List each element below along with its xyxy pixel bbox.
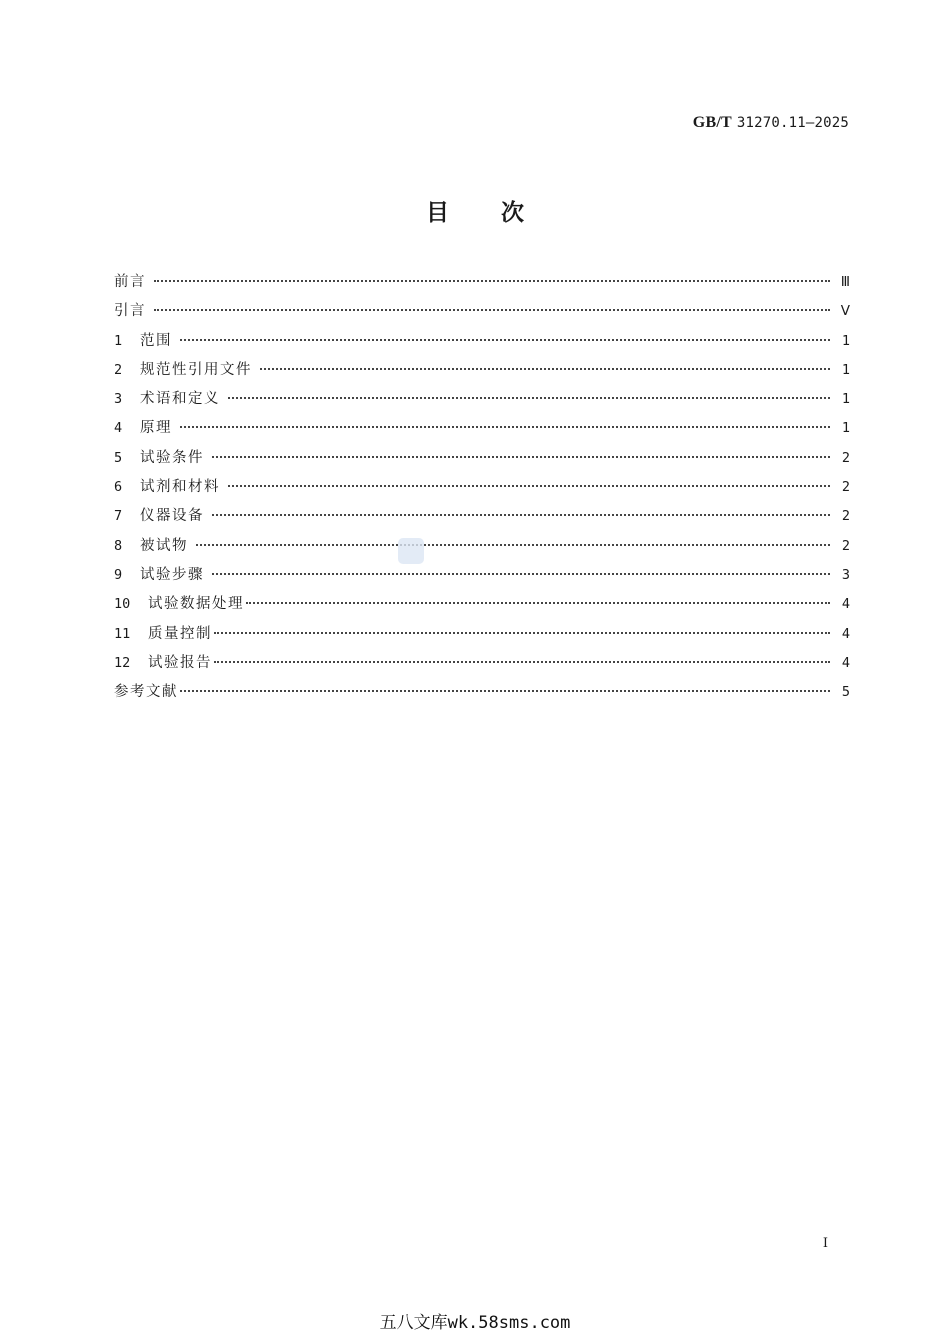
toc-entry-foreword[interactable] xyxy=(114,270,850,299)
standard-code xyxy=(693,113,849,132)
table-of-contents xyxy=(114,270,850,709)
toc-entry-page: 2 xyxy=(841,449,850,466)
toc-entry-test-procedure[interactable] xyxy=(114,563,850,592)
toc-entry-number: 1 xyxy=(114,332,123,349)
toc-entry-number: 2 xyxy=(114,361,123,378)
toc-entry-test-conditions[interactable] xyxy=(114,446,850,475)
dot-leader xyxy=(260,368,830,370)
dot-leader xyxy=(154,280,830,282)
toc-entry-page: 3 xyxy=(841,566,850,583)
toc-entry-number: 9 xyxy=(114,566,123,583)
standard-prefix: GB/T xyxy=(692,114,732,131)
toc-entry-test-report[interactable] xyxy=(114,651,850,680)
toc-entry-scope[interactable] xyxy=(114,329,850,358)
toc-entry-label: 术语和定义 xyxy=(140,391,220,408)
dot-leader xyxy=(196,544,830,546)
dot-leader xyxy=(228,397,830,399)
toc-entry-page: 1 xyxy=(841,420,850,437)
toc-entry-introduction[interactable] xyxy=(114,299,850,328)
toc-entry-number: 6 xyxy=(114,479,123,496)
page-title: 目次 xyxy=(426,200,576,226)
toc-entry-page: Ⅲ xyxy=(840,274,850,290)
toc-entry-terms-definitions[interactable] xyxy=(114,387,850,416)
toc-entry-quality-control[interactable] xyxy=(114,622,850,651)
dot-leader xyxy=(212,456,830,458)
toc-entry-label: 质量控制 xyxy=(148,625,212,642)
toc-entry-reagents-materials[interactable] xyxy=(114,475,850,504)
toc-entry-page: 4 xyxy=(841,625,850,642)
toc-entry-page: Ⅴ xyxy=(840,303,850,320)
toc-entry-number: 4 xyxy=(114,420,123,437)
toc-entry-page: 4 xyxy=(841,654,850,671)
watermark-logo xyxy=(398,538,424,564)
toc-entry-label: 试验数据处理 xyxy=(148,596,244,613)
toc-entry-page: 5 xyxy=(841,684,850,701)
toc-entry-number: 12 xyxy=(114,654,131,671)
toc-entry-number: 5 xyxy=(114,449,123,466)
toc-entry-number: 10 xyxy=(114,596,131,613)
toc-entry-number: 11 xyxy=(114,625,131,642)
toc-entry-page: 1 xyxy=(841,391,850,408)
toc-entry-label: 仪器设备 xyxy=(140,508,204,525)
toc-entry-page: 2 xyxy=(841,508,850,525)
dot-leader xyxy=(246,602,830,604)
dot-leader xyxy=(212,573,830,575)
toc-entry-label: 试验报告 xyxy=(148,654,212,671)
dot-leader xyxy=(214,661,830,663)
toc-entry-page: 2 xyxy=(841,479,850,496)
toc-entry-page: 2 xyxy=(841,537,850,554)
toc-entry-page: 1 xyxy=(841,361,850,378)
toc-entry-label: 原理 xyxy=(140,420,172,437)
dot-leader xyxy=(212,514,830,516)
dot-leader xyxy=(180,339,830,341)
toc-entry-number: 3 xyxy=(114,391,123,408)
toc-entry-label: 前言 xyxy=(114,274,146,290)
toc-entry-label: 试验步骤 xyxy=(140,566,204,583)
toc-entry-label: 被试物 xyxy=(140,537,188,554)
toc-entry-apparatus[interactable] xyxy=(114,504,850,533)
page-number: Ⅰ xyxy=(822,1236,828,1251)
toc-entry-number: 8 xyxy=(114,537,123,554)
toc-entry-label: 范围 xyxy=(140,332,172,349)
toc-entry-label: 引言 xyxy=(114,303,146,320)
toc-entry-label: 规范性引用文件 xyxy=(140,361,252,378)
toc-entry-number: 7 xyxy=(114,508,123,525)
toc-entry-label: 试验条件 xyxy=(140,449,204,466)
dot-leader xyxy=(180,690,830,692)
toc-entry-label: 试剂和材料 xyxy=(140,479,220,496)
toc-entry-page: 1 xyxy=(841,332,850,349)
toc-entry-label: 参考文献 xyxy=(114,684,178,701)
dot-leader xyxy=(154,309,830,311)
toc-entry-test-substance[interactable] xyxy=(114,534,850,563)
dot-leader xyxy=(228,485,830,487)
footer-watermark-text: 五八文库wk.58sms.com xyxy=(379,1313,571,1333)
dot-leader xyxy=(180,426,830,428)
standard-number: 31270.11—2025 xyxy=(736,115,849,131)
toc-entry-bibliography[interactable] xyxy=(114,680,850,709)
toc-entry-page: 4 xyxy=(841,596,850,613)
dot-leader xyxy=(214,632,830,634)
toc-entry-principle[interactable] xyxy=(114,416,850,445)
toc-entry-normative-references[interactable] xyxy=(114,358,850,387)
toc-entry-data-processing[interactable] xyxy=(114,592,850,621)
